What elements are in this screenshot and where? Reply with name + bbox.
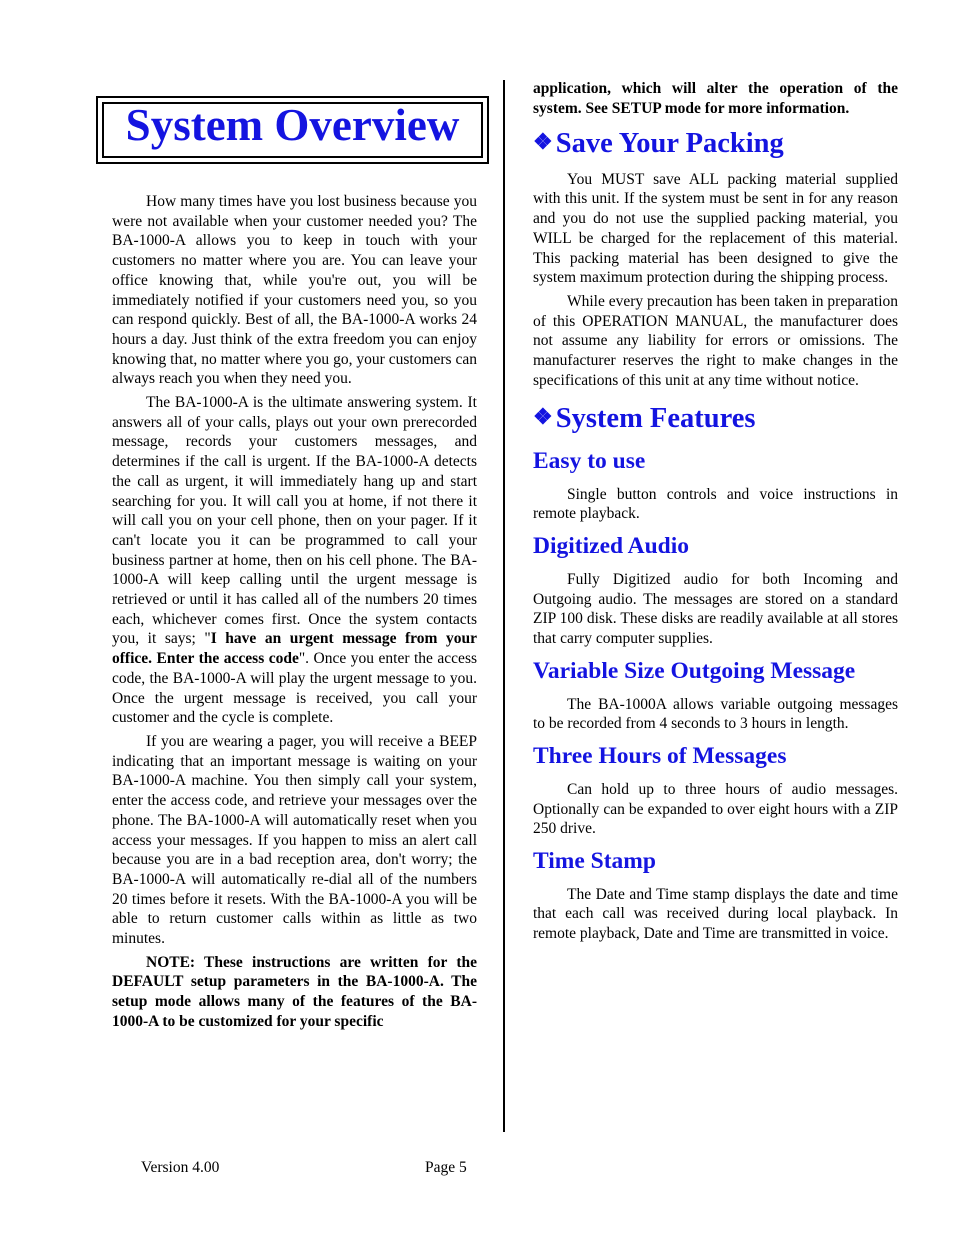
system-features-title: System Features: [555, 403, 756, 435]
footer-page-number: Page 5: [425, 1159, 467, 1176]
page-title: System Overview: [125, 100, 460, 150]
right-column: [533, 79, 898, 944]
save-packing-heading: [533, 128, 898, 159]
setup-note: NOTE: These instructions are written for the DEFAULT setup parameters in the BA-1000-A. The setup mode allows many of the features of the BA-1000-A to be customized for your specific: [112, 953, 477, 1030]
feature-heading-digitized-audio: Digitized Audio: [533, 533, 690, 560]
diamond-bullet-icon: ❖: [533, 404, 553, 430]
feature-text-time-stamp: The Date and Time stamp displays the date and time that each call was received during local playback. In remote playback, Date and Time are transmitted in voice.: [533, 885, 898, 943]
feature-text-variable-outgoing: The BA-1000A allows variable outgoing messages to be recorded from 4 seconds to 3 hours in length.: [533, 695, 898, 733]
feature-heading-time-stamp: Time Stamp: [533, 847, 656, 874]
paragraph-2-text: The BA-1000-A is the ultimate answering system. It answers all of your calls, plays out your own prerecorded message, records your customers messages, and determines if the call is urgent. If the BA-1000-A detects the call as urgent, it will immediately hang up and start searching for you. It will call you at home, if not there it will call you on your cell phone, then on your pager. If it can't locate you it can be programmed to call your business partner at home, then on his cell phone. The BA-1000-A will keep calling until the urgent message is retrieved or until it has called all of the numbers 20 times each, whichever comes first. Once the system contacts you, it says; ": [112, 394, 477, 648]
feature-text-digitized-audio: Fully Digitized audio for both Incoming and Outgoing audio. The messages are stored on a standard ZIP 100 disk. These disks are readily available at all stores that carry computer supplies.: [533, 570, 898, 648]
system-features-heading: [533, 403, 898, 434]
left-column: [112, 192, 477, 1032]
overview-paragraph-3: If you are wearing a pager, you will receive a BEEP indicating that an important message is waiting on your BA-1000-A machine. You then simply call your system, enter the access code, and retrieve your messages over the phone. The BA-1000-A will automatically reset when you access your messages. If you happen to miss an alert call because you are in a bad reception area, don't worry; the BA-1000-A will automatically re-dial all of the numbers 20 times before it resets. With the BA-1000-A you will be able to return customer calls within as little as two minutes.: [112, 732, 477, 948]
footer-version: Version 4.00: [141, 1159, 220, 1176]
urgent-message-quote: I have an urgent message from your office. Enter the access code: [112, 630, 477, 668]
overview-paragraph-2: [112, 393, 477, 728]
paragraph-2-text-end: ". Once you enter the access code, the BA-1000-A will play the urgent message to you. Once the urgent message is received, you call your customer and the cycle is complete.: [112, 650, 478, 727]
feature-text-easy-to-use: Single button controls and voice instructions in remote playback.: [533, 485, 898, 523]
setup-note-continued: application, which will alter the operation of the system. See SETUP mode for more information.: [533, 80, 898, 117]
overview-paragraph-1: How many times have you lost business because you were not available when your customer needed you? The BA-1000-A allows you to keep in touch with your customers no matter where you are. You can leave your office knowing that, while you're out, you will be immediately notified if your customers need you, so you can respond quickly. Best of all, the BA-1000-A works 24 hours a day. Just think of the extra freedom you can enjoy knowing that, no matter where you go, your customers can always reach you when they need you.: [112, 193, 477, 388]
diamond-bullet-icon: ❖: [533, 129, 553, 155]
save-packing-paragraph-1: You MUST save ALL packing material supplied with this unit. If the system must be sent in for any reason and you do not use the supplied packing material, you WILL be charged for the replacement of this material. This packing material has been designed to give the system maximum protection during the shipping process.: [533, 170, 898, 287]
feature-heading-three-hours: Three Hours of Messages: [533, 742, 787, 769]
column-divider: [503, 80, 505, 1132]
save-packing-title: Save Your Packing: [555, 128, 784, 160]
title-frame: [96, 96, 489, 164]
feature-text-three-hours: Can hold up to three hours of audio messages. Optionally can be expanded to over eight hours with a ZIP 250 drive.: [533, 780, 898, 838]
feature-heading-easy-to-use: Easy to use: [533, 447, 646, 474]
feature-heading-variable-outgoing: Variable Size Outgoing Message: [533, 657, 856, 684]
save-packing-paragraph-2: While every precaution has been taken in preparation of this OPERATION MANUAL, the manufacturer does not assume any liability for errors or omissions. The manufacturer reserves the right to make changes in the specifications of this unit at any time without notice.: [533, 292, 898, 389]
